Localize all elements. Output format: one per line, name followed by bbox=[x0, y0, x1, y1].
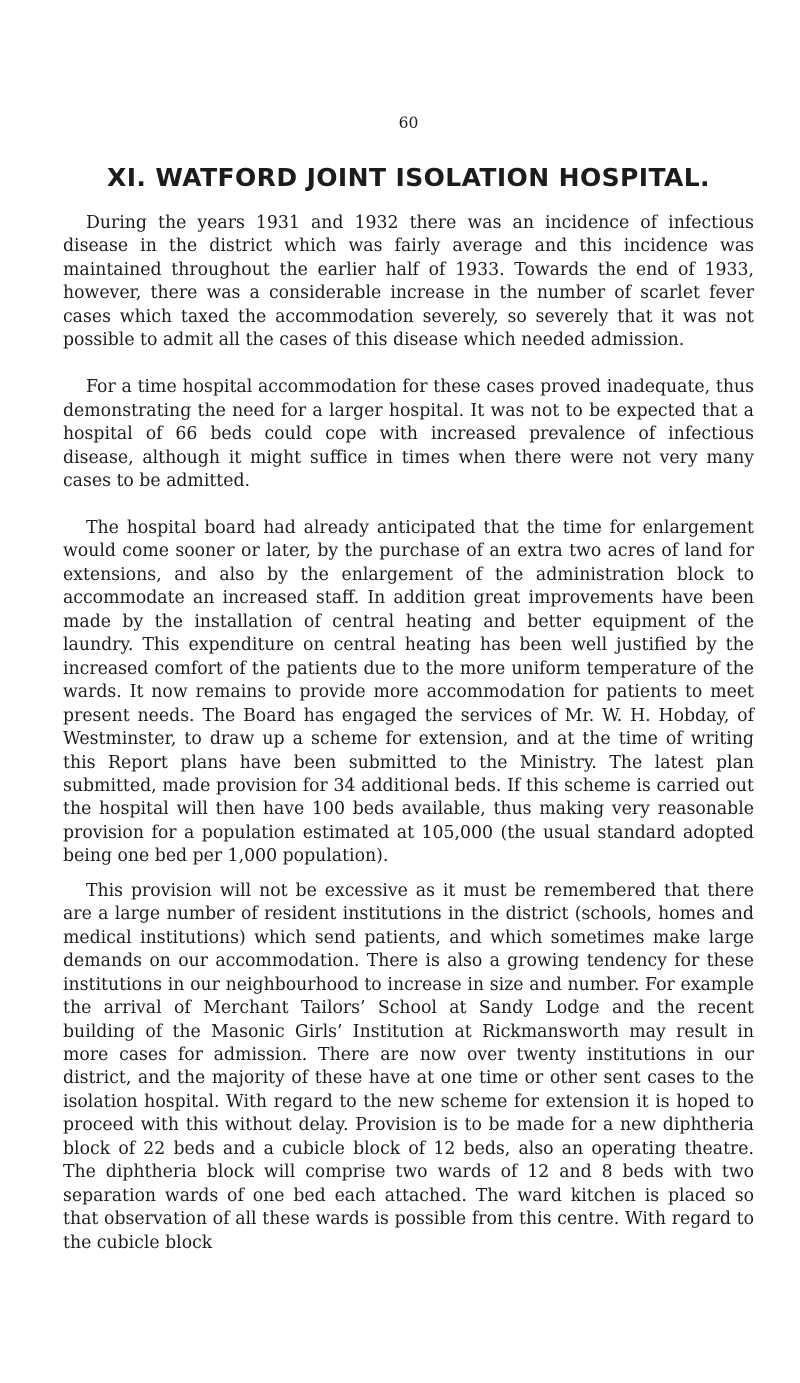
page-number: 60 bbox=[398, 114, 419, 132]
paragraph: This provision will not be excessive as it must be remembered that there are a large number of resident institutions in the district (schools, homes and medical institutions) which send patients, and which sometimes make large demands on our accommodation. There is also a growing tendency for these institutions in our neighbourhood to increase in size and number. For example the arrival of Merchant Tailors’ School at Sandy Lodge and the recent building of the Masonic Girls’ Institution at Rickmansworth may result in more cases for admission. There are now over twenty institutions in our district, and the majority of these have at one time or other sent cases to the isolation hospital. With regard to the new scheme for extension it is hoped to proceed with this without delay. Provision is to be made for a new diphtheria block of 22 beds and a cubicle block of 12 beds, also an operating theatre. The diphtheria block will comprise two wards of 12 and 8 beds with two separation wards of one bed each attached. The ward kitchen is placed so that observation of all these wards is possible from this centre. With regard to the cubicle block bbox=[63, 880, 754, 1253]
body-text bbox=[63, 212, 754, 1255]
section-heading: XI. WATFORD JOINT ISOLATION HOSPITAL. bbox=[107, 163, 710, 192]
paragraph: For a time hospital accommodation for these cases proved inadequate, thus demonstrating the need for a larger hospital. It was not to be expected that a hospital of 66 beds could cope with increased prevalence of infectious disease, although it might suffice in times when there were not very many cases to be admitted. bbox=[63, 377, 754, 492]
paragraph: The hospital board had already anticipated that the time for enlargement would come sooner or later, by the purchase of an extra two acres of land for extensions, and also by the enlargement of the administration block to accommodate an increased staff. In addition great improvements have been made by the installation of central heating and better equipment of the laundry. This expenditure on central heating has been well justified by the increased comfort of the patients due to the more uniform temperature of the wards. It now remains to provide more accommodation for patients to meet present needs. The Board has engaged the services of Mr. W. H. Hobday, of Westminster, to draw up a scheme for extension, and at the time of writing this Report plans have been submitted to the Ministry. The latest plan submitted, made provision for 34 additional beds. If this scheme is carried out the hospital will then have 100 beds available, thus making very reasonable provision for a population estimated at 105,000 (the usual standard adopted being one bed per 1,000 population). bbox=[63, 517, 754, 867]
paragraph: During the years 1931 and 1932 there was an incidence of infectious disease in the district which was fairly average and this incidence was maintained throughout the earlier half of 1933. Towards the end of 1933, however, there was a considerable increase in the number of scarlet fever cases which taxed the accommodation severely, so severely that it was not possible to admit all the cases of this disease which needed admission. bbox=[63, 213, 754, 351]
